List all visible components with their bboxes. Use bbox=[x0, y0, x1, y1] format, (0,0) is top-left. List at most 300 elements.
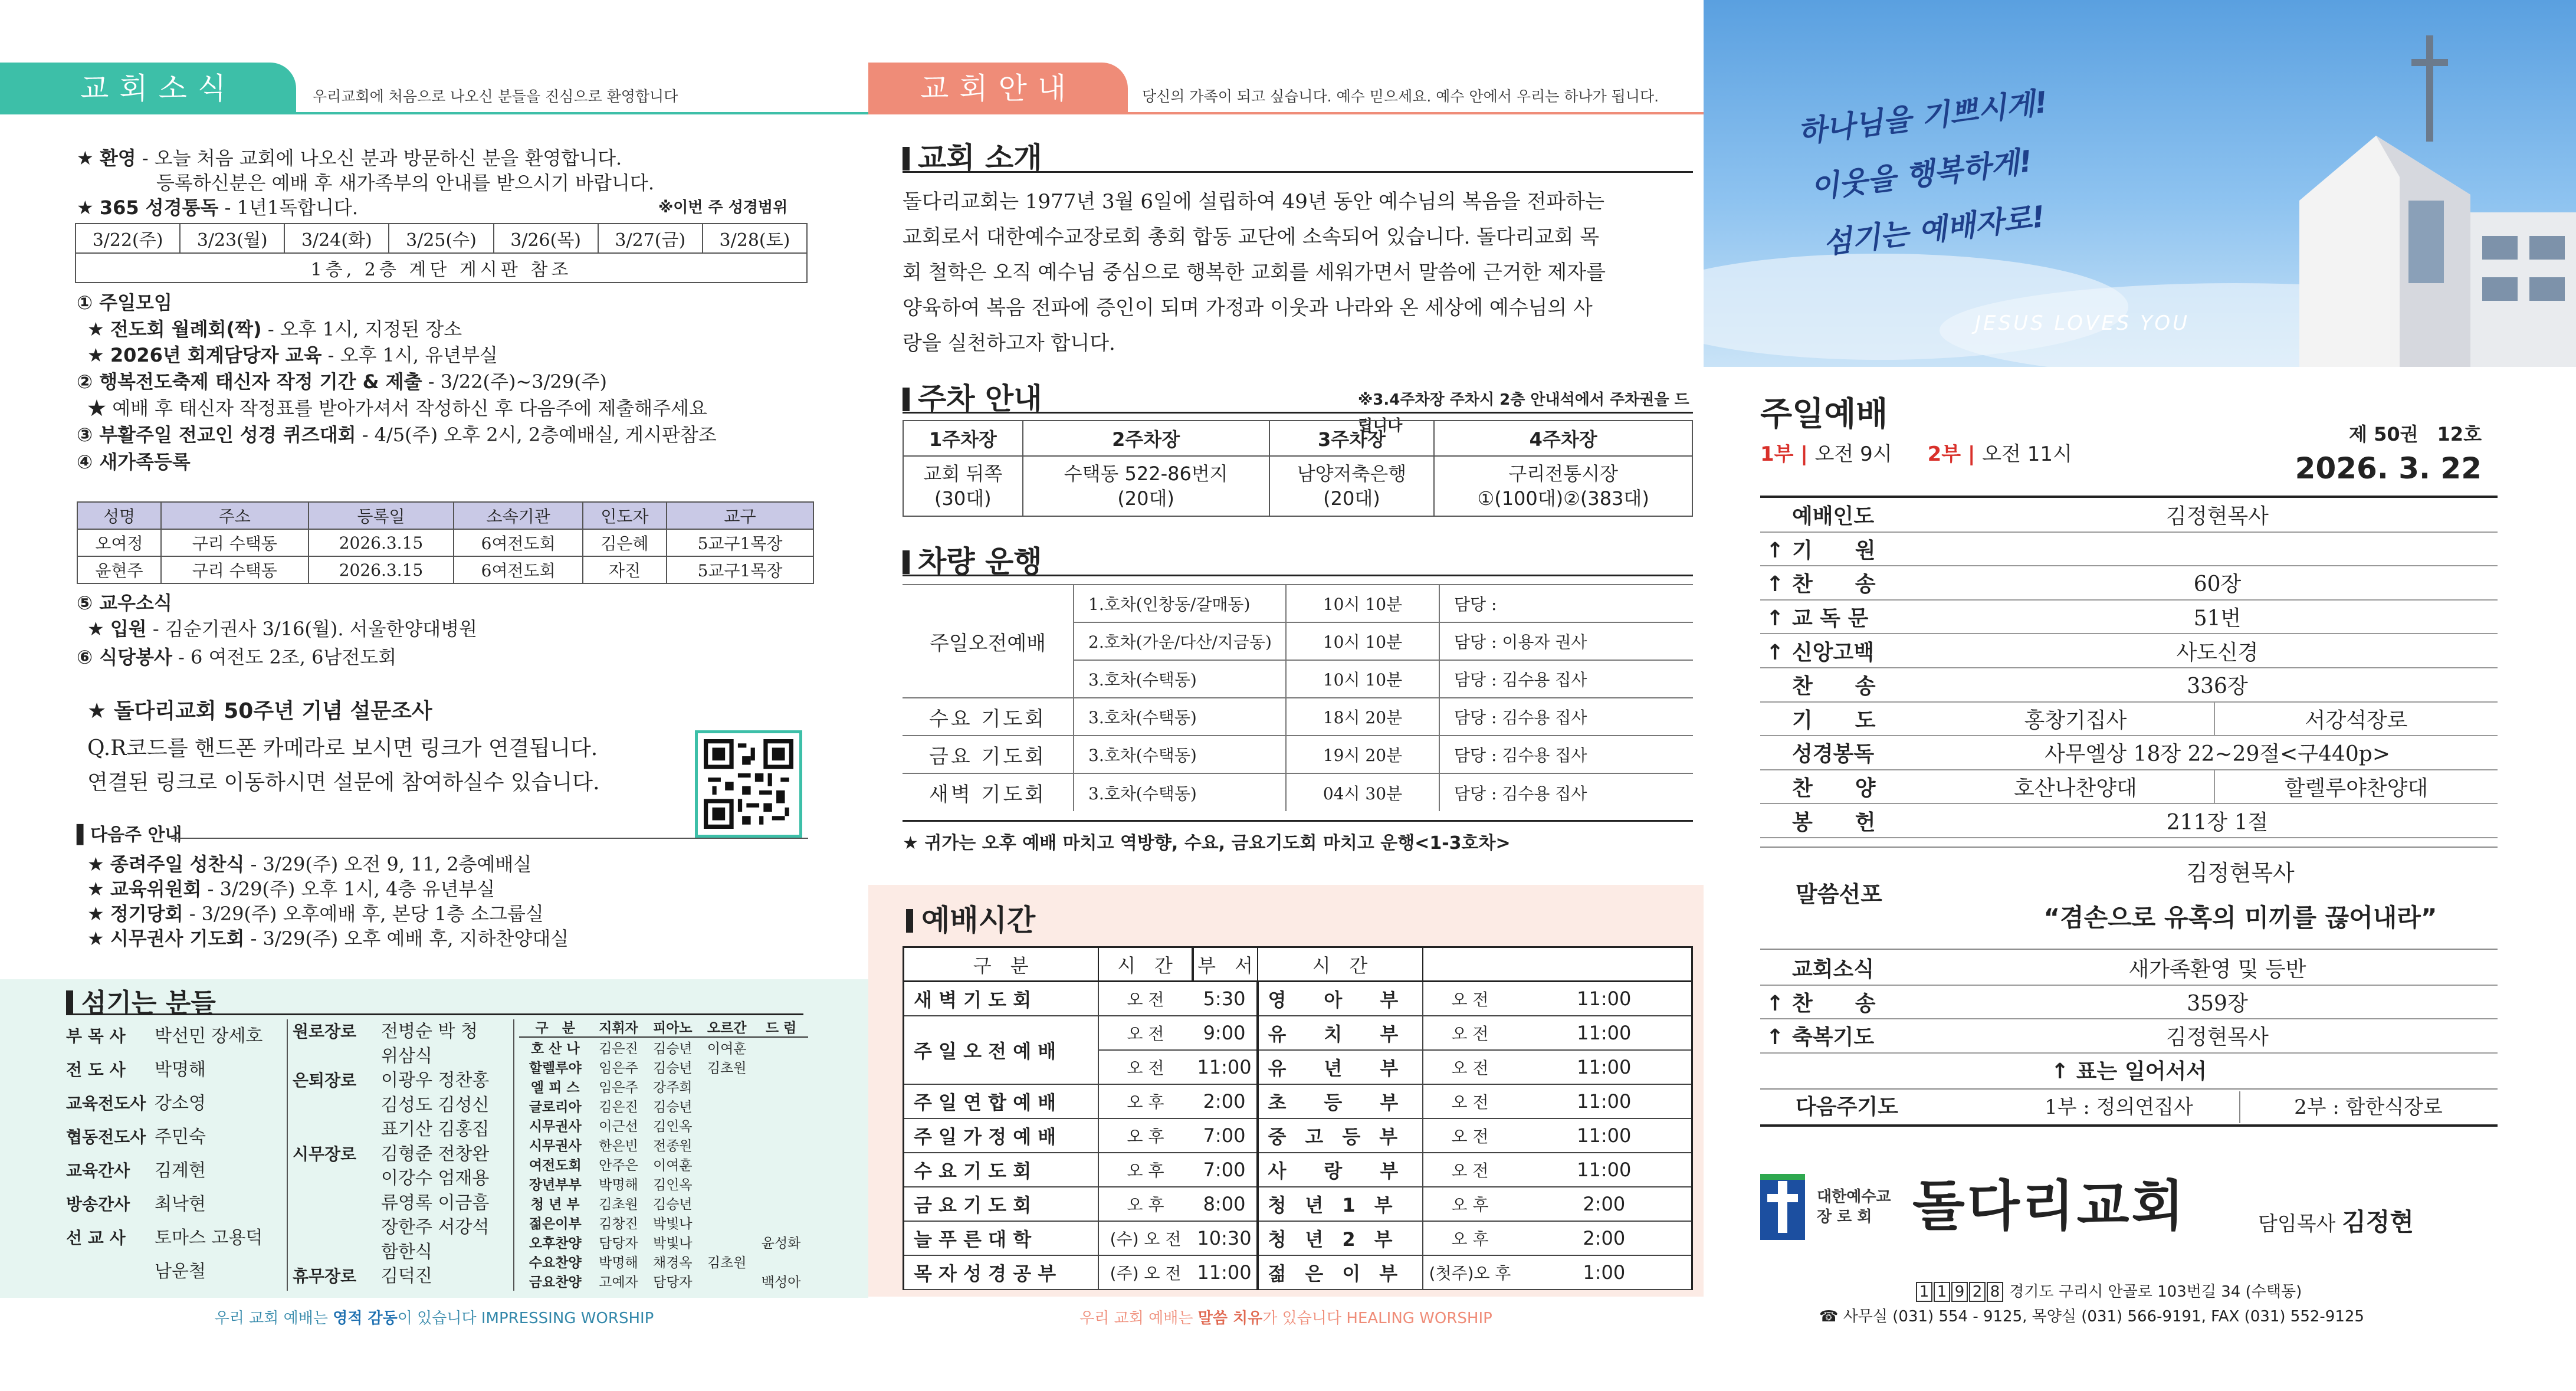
dept-time: 11:00 bbox=[1577, 987, 1632, 1010]
service-ampm: 오 후 bbox=[1127, 1195, 1164, 1215]
order-row bbox=[1760, 600, 2498, 634]
stand-arrow-icon: ↑ bbox=[1766, 572, 1784, 597]
choir-row bbox=[519, 1232, 808, 1252]
parking-cell bbox=[1023, 456, 1269, 516]
order-person-2: 서강석장로 bbox=[2305, 708, 2408, 733]
choir-row bbox=[519, 1135, 808, 1154]
choir-cell: 박빛나 bbox=[652, 1216, 693, 1232]
choir-cell bbox=[754, 1135, 808, 1154]
choir-cell: 한은빈 bbox=[599, 1139, 638, 1154]
dept-ampm: 오 전 bbox=[1451, 1160, 1489, 1180]
next-week-item-detail: - 3/29(주) 오후예배 후, 본당 1층 소그룹실 bbox=[183, 903, 544, 925]
choir-cell: 박명해 bbox=[599, 1177, 638, 1193]
parking-title: 주차 안내 bbox=[903, 375, 1042, 418]
choir-cell: 시무권사 bbox=[529, 1139, 582, 1154]
elder-name: 표기산 김홍집 bbox=[381, 1119, 490, 1140]
order-row bbox=[1760, 803, 2498, 838]
choir-cell bbox=[700, 1154, 754, 1174]
service-name: 주 일 가 정 예 배 bbox=[904, 1118, 1098, 1153]
choir-cell: 채경옥 bbox=[652, 1255, 693, 1271]
parking-cell bbox=[1434, 456, 1692, 516]
parking-table bbox=[903, 420, 1693, 517]
elder-row bbox=[293, 1191, 511, 1216]
parking-capacity: ①(100대)②(383대) bbox=[1477, 487, 1649, 510]
staff-name: 남운철 bbox=[155, 1261, 206, 1282]
news-item-line-detail: - 오후 1시, 지정된 장소 bbox=[261, 318, 462, 340]
bible-day-cell: 3/28(토) bbox=[703, 224, 807, 253]
service-name: 주 일 오 전 예 배 bbox=[904, 1016, 1098, 1084]
church-guide-title: 교회안내 bbox=[868, 63, 1128, 114]
order-content: 336장 bbox=[2187, 674, 2248, 699]
elder-row bbox=[293, 1093, 511, 1118]
intro-text bbox=[903, 184, 1693, 361]
service-time: 8:00 bbox=[1193, 1187, 1258, 1221]
choir-cell: 임은주 bbox=[599, 1061, 638, 1076]
stand-arrow-icon: ↑ bbox=[1766, 538, 1784, 563]
choir-cell bbox=[754, 1213, 808, 1232]
church-guide-subtitle: 당신의 가족이 되고 싶습니다. 예수 믿으세요. 예수 안에서 우리는 하나가 됩니다. bbox=[1142, 88, 1659, 105]
bible-note: ※이번 주 성경범위 bbox=[658, 199, 788, 216]
shuttle-route: 3.호차(수택동) bbox=[1074, 698, 1286, 736]
elder-row bbox=[293, 1264, 511, 1289]
new-family-row bbox=[77, 556, 813, 583]
elder-row bbox=[293, 1240, 511, 1265]
bible-board-cell: 1층, 2층 계단 게시판 참조 bbox=[76, 253, 807, 283]
news-item-title: ① 주일모임 bbox=[77, 291, 172, 314]
church-name: 돌다리교회 bbox=[1912, 1175, 2187, 1238]
parking-header-cell: 4주차장 bbox=[1434, 421, 1692, 456]
order-label-text: 찬 양 bbox=[1792, 776, 1876, 801]
staff-row bbox=[66, 1154, 290, 1187]
service-time: 7:00 bbox=[1193, 1118, 1258, 1153]
staff-name: 강소영 bbox=[155, 1093, 206, 1114]
new-family-cell: 2026.3.15 bbox=[309, 529, 454, 556]
shuttle-time: 10시 10분 bbox=[1286, 660, 1439, 698]
choir-cell bbox=[754, 1174, 808, 1193]
bible-day-cell: 3/26(목) bbox=[494, 224, 598, 253]
news-item-title: ④ 새가족등록 bbox=[77, 451, 191, 473]
next-prayer-1: 1부 : 정의연집사 bbox=[1999, 1091, 2240, 1123]
choir-header-cell: 드 럼 bbox=[754, 1017, 808, 1037]
order-person-1: 호산나찬양대 bbox=[1937, 770, 2214, 804]
news-item-heading bbox=[77, 448, 861, 475]
shuttle-manager: 담당 : 이용자 권사 bbox=[1439, 622, 1693, 660]
new-family-header-cell: 소속기관 bbox=[454, 502, 583, 529]
news-item-detail: - 4/5(주) 오후 2시, 2층예배실, 게시판참조 bbox=[356, 424, 717, 446]
order-row bbox=[1760, 634, 2498, 668]
choir-header bbox=[519, 1017, 808, 1037]
times-row bbox=[904, 1153, 1692, 1187]
bible-days-row bbox=[76, 224, 807, 253]
order-content: 211장 1절 bbox=[2166, 810, 2269, 835]
order-label bbox=[1760, 985, 1937, 1019]
choir-cell: 김승년 bbox=[652, 1061, 693, 1076]
shuttle-time: 10시 10분 bbox=[1286, 585, 1439, 622]
shuttle-time: 19시 20분 bbox=[1286, 736, 1439, 773]
new-family-header-cell: 성명 bbox=[77, 502, 161, 529]
choir-cell: 담당자 bbox=[599, 1236, 638, 1251]
choir-cell: 김은진 bbox=[599, 1100, 638, 1115]
order-label bbox=[1760, 736, 1937, 770]
times-row bbox=[904, 1255, 1692, 1290]
service-ampm: (주) 오 전 bbox=[1110, 1263, 1182, 1283]
parking-header-cell: 1주차장 bbox=[903, 421, 1023, 456]
service-name: 새 벽 기 도 회 bbox=[904, 982, 1098, 1016]
choir-cell: 김창진 bbox=[599, 1216, 638, 1232]
parking-location: 남양저축은행 bbox=[1297, 462, 1407, 485]
shuttle-time: 18시 20분 bbox=[1286, 698, 1439, 736]
survey-heading: ★ 돌다리교회 50주년 기념 설문조사 bbox=[87, 699, 432, 723]
choir-row bbox=[519, 1096, 808, 1116]
next-week-item-detail: - 3/29(주) 오후 예배 후, 지하찬양대실 bbox=[244, 927, 569, 950]
shuttle-row bbox=[903, 773, 1693, 811]
senior-pastor: 담임목사 김정현 bbox=[2258, 1208, 2414, 1236]
intro-line: 돌다리교회는 1977년 3월 6일에 설립하여 49년 동안 예수님의 복음을 전파하는 bbox=[903, 190, 1604, 214]
intro-line: 회 철학은 오직 예수님 중심으로 행복한 교회를 세워가면서 말씀에 근거한 제자를 bbox=[903, 261, 1606, 284]
shuttle-route: 3.호차(수택동) bbox=[1074, 736, 1286, 773]
parking-header-cell: 2주차장 bbox=[1023, 421, 1269, 456]
service-time: 5:30 bbox=[1193, 982, 1258, 1016]
order-row bbox=[1760, 951, 2498, 985]
service-name: 금 요 기 도 회 bbox=[904, 1187, 1098, 1221]
staff-name: 박명해 bbox=[155, 1059, 206, 1080]
parking-location: 수택동 522-86번지 bbox=[1064, 462, 1228, 485]
order-label bbox=[1760, 803, 1937, 838]
shuttle-manager: 담당 : 김수용 집사 bbox=[1439, 660, 1693, 698]
choir-cell: 김초원 bbox=[707, 1255, 747, 1271]
choir-row bbox=[519, 1174, 808, 1193]
dept-name: 초 등 부 bbox=[1258, 1084, 1423, 1118]
elder-role: 휴무장로 bbox=[293, 1267, 357, 1286]
dept-time: 2:00 bbox=[1583, 1192, 1626, 1215]
new-family-cell: 5교구1목장 bbox=[667, 556, 813, 583]
next-prayer-2: 2부 : 함한식장로 bbox=[2294, 1095, 2443, 1119]
serving-staff-list bbox=[66, 1019, 290, 1288]
volume-number: 제 50권 12호 bbox=[2349, 423, 2482, 445]
stand-arrow-icon: ↑ bbox=[1766, 1025, 1784, 1050]
choir-row bbox=[519, 1154, 808, 1174]
choir-cell: 이근선 bbox=[599, 1119, 638, 1134]
service-ampm: 오 전 bbox=[1127, 989, 1164, 1009]
preacher-name: 김정현목사 bbox=[2186, 860, 2295, 886]
next-week-heading: ▌다음주 안내 bbox=[77, 825, 182, 845]
service-name: 목 자 성 경 공 부 bbox=[904, 1255, 1098, 1290]
service-ampm: 오 전 bbox=[1127, 1058, 1164, 1078]
new-family-header-cell: 인도자 bbox=[583, 502, 667, 529]
times-row bbox=[904, 1187, 1692, 1221]
shuttle-service: 주일오전예배 bbox=[929, 631, 1046, 655]
choir-cell: 청 년 부 bbox=[530, 1197, 580, 1212]
next-week-item-title: 정기당회 bbox=[110, 903, 183, 925]
parking-location: 교회 뒤쪽 bbox=[923, 462, 1003, 485]
staff-row bbox=[66, 1187, 290, 1221]
service-ampm: 오 전 bbox=[1127, 1023, 1164, 1044]
church-news-title: 교회소식 bbox=[0, 63, 296, 114]
bible-day-cell: 3/24(화) bbox=[284, 224, 389, 253]
choir-cell bbox=[700, 1193, 754, 1213]
survey-qr-code[interactable] bbox=[695, 730, 802, 838]
zip-digit: 2 bbox=[1969, 1282, 1986, 1302]
shuttle-row bbox=[903, 585, 1693, 622]
order-label-text: 교 독 문 bbox=[1792, 606, 1869, 631]
new-family-cell: 6여전도회 bbox=[454, 556, 583, 583]
shuttle-note: ★ 귀가는 오후 예배 마치고 역방향, 수요, 금요기도회 마치고 운행<1-3호차> bbox=[903, 833, 1511, 854]
choir-cell bbox=[754, 1252, 808, 1271]
staff-row bbox=[66, 1120, 290, 1154]
bible-day-cell: 3/25(수) bbox=[389, 224, 493, 253]
order-label bbox=[1760, 702, 1937, 736]
church-guide-header bbox=[868, 63, 1704, 114]
choir-cell bbox=[700, 1135, 754, 1154]
next-week-item: ★ 정기당회 - 3/29(주) 오후예배 후, 본당 1층 소그룹실 bbox=[87, 903, 544, 925]
choir-cell bbox=[700, 1271, 754, 1291]
cover-slogan: 하나님을 기쁘시게! 이웃을 행복하게! 섬기는 예배자로! bbox=[1796, 84, 2050, 261]
shuttle-title: 차량 운행 bbox=[903, 538, 1042, 580]
order-label bbox=[1760, 668, 1937, 702]
zip-digit: 1 bbox=[1916, 1282, 1932, 1302]
dept-time: 11:00 bbox=[1577, 1124, 1632, 1147]
order-label bbox=[1760, 498, 1937, 532]
dept-name: 유 치 부 bbox=[1258, 1016, 1423, 1050]
service-times: 1부 | 오전 9시 2부 | 오전 11시 bbox=[1760, 442, 2072, 466]
elder-row bbox=[293, 1215, 511, 1240]
next-week-item-detail: - 3/29(주) 오후 1시, 4층 유년부실 bbox=[201, 878, 495, 900]
times-row bbox=[904, 1016, 1692, 1050]
order-label-text: 찬 송 bbox=[1792, 991, 1876, 1016]
staff-name: 김계현 bbox=[155, 1160, 206, 1181]
dept-name: 영 아 부 bbox=[1258, 982, 1423, 1016]
new-family-cell: 김은혜 bbox=[583, 529, 667, 556]
church-guide-column bbox=[868, 0, 1704, 1391]
shuttle-row bbox=[903, 698, 1693, 736]
elder-name: 이광우 정찬홍 bbox=[381, 1070, 490, 1091]
choir-cell: 시무권사 bbox=[529, 1119, 582, 1134]
bulletin-date: 2026. 3. 22 bbox=[2295, 451, 2482, 485]
elder-row bbox=[293, 1044, 511, 1069]
shuttle-row bbox=[903, 736, 1693, 773]
staff-role: 선 교 사 bbox=[66, 1228, 126, 1248]
next-week-item-title: 시무권사 기도회 bbox=[110, 927, 245, 950]
stand-arrow-icon: ↑ bbox=[1766, 606, 1784, 631]
kitchen-line: ⑥ 식당봉사 - 6 여전도 2조, 6남전도회 bbox=[77, 646, 397, 668]
service-time: 11:00 bbox=[1193, 1050, 1258, 1084]
choir-header-cell: 구 분 bbox=[519, 1017, 592, 1037]
times-row bbox=[904, 1118, 1692, 1153]
serving-title: 섬기는 분들 bbox=[66, 982, 216, 1019]
parking-capacity: (20대) bbox=[1117, 487, 1174, 510]
dept-name: 중 고 등 부 bbox=[1258, 1118, 1423, 1153]
staff-name: 주민숙 bbox=[155, 1127, 206, 1147]
choir-cell: 김승년 bbox=[652, 1100, 693, 1115]
staff-role: 협동전도사 bbox=[66, 1127, 146, 1147]
staff-name: 토마스 고용덕 bbox=[155, 1228, 263, 1248]
times-header-cell: 시 간 bbox=[1258, 947, 1423, 982]
service-ampm: (수) 오 전 bbox=[1110, 1229, 1182, 1249]
staff-row bbox=[66, 1255, 290, 1288]
news-item-line-title: 2026년 회계담당자 교육 bbox=[110, 344, 322, 366]
zip-digit: 9 bbox=[1951, 1282, 1968, 1302]
choir-cell: 호 산 나 bbox=[530, 1041, 580, 1057]
dept-time: 11:00 bbox=[1577, 1090, 1632, 1113]
times-header bbox=[904, 947, 1692, 982]
zip-digit: 1 bbox=[1934, 1282, 1950, 1302]
order-person-1: 홍창기집사 bbox=[1937, 702, 2214, 736]
dept-ampm: 오 전 bbox=[1451, 1092, 1489, 1112]
elder-row bbox=[293, 1068, 511, 1093]
order-label bbox=[1760, 634, 1937, 668]
cross-icon bbox=[1760, 1174, 1805, 1240]
shuttle-route: 3.호차(수택동) bbox=[1074, 660, 1286, 698]
order-label bbox=[1760, 1019, 1937, 1053]
times-row bbox=[904, 1221, 1692, 1255]
choir-cell bbox=[754, 1193, 808, 1213]
choir-cell: 이여훈 bbox=[707, 1041, 747, 1057]
choir-cell: 백성아 bbox=[761, 1275, 801, 1290]
worship-order-table-2 bbox=[1760, 951, 2498, 1054]
parking-location: 구리전통시장 bbox=[1508, 462, 1618, 485]
shuttle-manager: 담당 : bbox=[1439, 585, 1693, 622]
next-week-item: ★ 교육위원회 - 3/29(주) 오후 1시, 4층 유년부실 bbox=[87, 878, 495, 900]
news-items bbox=[77, 289, 861, 475]
elder-row bbox=[293, 1117, 511, 1142]
news-item-line: ★ 전도회 월례회(짝) - 오후 1시, 지정된 장소 bbox=[87, 318, 462, 340]
order-label-text: 기 도 bbox=[1792, 708, 1876, 733]
bible-day-cell: 3/22(주) bbox=[76, 224, 180, 253]
new-family-table bbox=[77, 501, 814, 584]
shuttle-manager: 담당 : 김수용 집사 bbox=[1439, 736, 1693, 773]
staff-name: 최낙현 bbox=[155, 1194, 206, 1215]
next-prayer-label: 다음주기도 bbox=[1796, 1095, 1898, 1119]
choir-row bbox=[519, 1077, 808, 1096]
worship-order-table bbox=[1760, 498, 2498, 838]
parking-header bbox=[903, 421, 1692, 456]
dept-ampm: 오 전 bbox=[1451, 989, 1489, 1009]
news-item-line: ★ 예배 후 태신자 작정표를 받아가셔서 작성하신 후 다음주에 제출해주세요 bbox=[87, 397, 707, 419]
welcome-line: ★ 환영 - 오늘 처음 교회에 나오신 분과 방문하신 분을 환영합니다. bbox=[77, 147, 622, 169]
parking-row bbox=[903, 456, 1692, 516]
order-row bbox=[1760, 668, 2498, 702]
order-content: 사무엘상 18장 22~29절<구440p> bbox=[2045, 742, 2390, 767]
times-row bbox=[904, 982, 1692, 1016]
staff-name: 박선민 장세호 bbox=[155, 1026, 263, 1046]
shuttle-route: 2.호차(가운/다산/지금동) bbox=[1074, 622, 1286, 660]
choir-cell bbox=[754, 1096, 808, 1116]
choir-row bbox=[519, 1213, 808, 1232]
next-week-item-detail: - 3/29(주) 오전 9, 11, 2층예배실 bbox=[244, 853, 532, 875]
times-header-cell: 구 분 bbox=[904, 947, 1098, 982]
welcome-line-2: 등록하신분은 예배 후 새가족부의 안내를 받으시기 바랍니다. bbox=[156, 172, 655, 194]
choir-cell: 김은진 bbox=[599, 1041, 638, 1057]
shuttle-route: 3.호차(수택동) bbox=[1074, 773, 1286, 811]
news-item-line-detail: 예배 후 태신자 작정표를 받아가셔서 작성하신 후 다음주에 제출해주세요 bbox=[112, 397, 707, 419]
order-row bbox=[1760, 566, 2498, 600]
order-row bbox=[1760, 1019, 2498, 1053]
order-label-text: 신앙고백 bbox=[1792, 640, 1875, 665]
parking-capacity: (30대) bbox=[934, 487, 992, 510]
elder-name: 위삼식 bbox=[381, 1045, 432, 1067]
order-content: 60장 bbox=[2193, 572, 2242, 597]
choir-row bbox=[519, 1193, 808, 1213]
choir-cell: 박빛나 bbox=[652, 1236, 693, 1251]
worship-times-table bbox=[903, 946, 1693, 1290]
staff-role: 교육간사 bbox=[66, 1161, 130, 1180]
new-family-cell: 오여정 bbox=[77, 529, 161, 556]
choir-row bbox=[519, 1116, 808, 1135]
times-header-cell: 부 서 bbox=[1193, 947, 1258, 982]
order-person-2: 할렐루야찬양대 bbox=[2284, 776, 2429, 801]
service-name: 수 요 기 도 회 bbox=[904, 1153, 1098, 1187]
shuttle-table bbox=[903, 584, 1693, 811]
choir-row bbox=[519, 1057, 808, 1077]
choir-cell: 수요찬양 bbox=[529, 1255, 582, 1271]
service-name: 늘 푸 른 대 학 bbox=[904, 1221, 1098, 1255]
news-item-detail: - 3/22(주)~3/29(주) bbox=[422, 370, 607, 393]
order-content: 김정현목사 bbox=[2166, 1025, 2269, 1050]
order-content: 359장 bbox=[2187, 991, 2248, 1016]
elder-name: 이강수 엄재용 bbox=[381, 1168, 490, 1189]
new-family-cell: 구리 수택동 bbox=[161, 529, 309, 556]
shuttle-time: 04시 30분 bbox=[1286, 773, 1439, 811]
bible-board-row bbox=[76, 253, 807, 283]
address-line: 1 1 9 2 8 경기도 구리시 안골로 103번길 34 (수택동) bbox=[1916, 1279, 2302, 1305]
choir-cell: 김인옥 bbox=[652, 1177, 693, 1193]
intro-title: 교회 소개 bbox=[903, 134, 1042, 177]
choir-cell bbox=[754, 1077, 808, 1096]
service-ampm: 오 후 bbox=[1127, 1160, 1164, 1180]
new-family-header-cell: 주소 bbox=[161, 502, 309, 529]
dept-name: 청 년 2 부 bbox=[1258, 1221, 1423, 1255]
service-time: 10:30 bbox=[1193, 1221, 1258, 1255]
choir-cell: 금요찬양 bbox=[529, 1275, 582, 1290]
church-news-column bbox=[0, 0, 868, 1391]
sunday-service-title: 주일예배 bbox=[1760, 395, 1888, 434]
choir-cell: 장년부부 bbox=[529, 1177, 582, 1193]
order-label bbox=[1760, 951, 1937, 985]
stand-arrow-icon: ↑ bbox=[1766, 991, 1784, 1016]
jesus-loves-you-text: JESUS LOVES YOU bbox=[1975, 311, 2190, 335]
stand-note: ↑ 표는 일어서서 bbox=[2051, 1059, 2207, 1084]
staff-row bbox=[66, 1087, 290, 1120]
choir-cell: 박명해 bbox=[599, 1255, 638, 1271]
order-label-text: 축복기도 bbox=[1792, 1025, 1875, 1050]
phone-line: ☎ 사무실 (031) 554 - 9125, 목양실 (031) 566-9191, FAX (031) 552-9125 bbox=[1819, 1308, 2364, 1326]
bible-day-cell: 3/27(금) bbox=[598, 224, 703, 253]
order-label bbox=[1760, 532, 1937, 566]
news-item-line-title: 전도회 월례회(짝) bbox=[110, 318, 262, 340]
order-row bbox=[1760, 532, 2498, 566]
new-family-header-cell: 등록일 bbox=[309, 502, 454, 529]
next-week-item-title: 종려주일 성찬식 bbox=[110, 853, 245, 875]
service-time: 11:00 bbox=[1193, 1255, 1258, 1290]
elder-row bbox=[293, 1166, 511, 1191]
choir-cell: 김초원 bbox=[707, 1061, 747, 1076]
shuttle-time: 10시 10분 bbox=[1286, 622, 1439, 660]
survey-text-1: Q.R코드를 핸드폰 카메라로 보시면 링크가 연결됩니다. bbox=[87, 736, 598, 760]
elder-role: 은퇴장로 bbox=[293, 1071, 357, 1090]
choir-header-cell: 오르간 bbox=[700, 1017, 754, 1037]
choir-cell bbox=[700, 1174, 754, 1193]
choir-cell bbox=[700, 1077, 754, 1096]
church-news-header bbox=[0, 63, 868, 114]
stand-arrow-icon: ↑ bbox=[1766, 640, 1784, 665]
elder-row bbox=[293, 1019, 511, 1044]
order-content bbox=[1937, 532, 2498, 566]
bible-schedule-table bbox=[75, 223, 808, 283]
order-row bbox=[1760, 702, 2498, 736]
news-item-title: ③ 부활주일 전교인 성경 퀴즈대회 bbox=[77, 424, 356, 446]
choir-cell bbox=[754, 1057, 808, 1077]
shuttle-service: 새벽 기도회 bbox=[928, 783, 1047, 806]
